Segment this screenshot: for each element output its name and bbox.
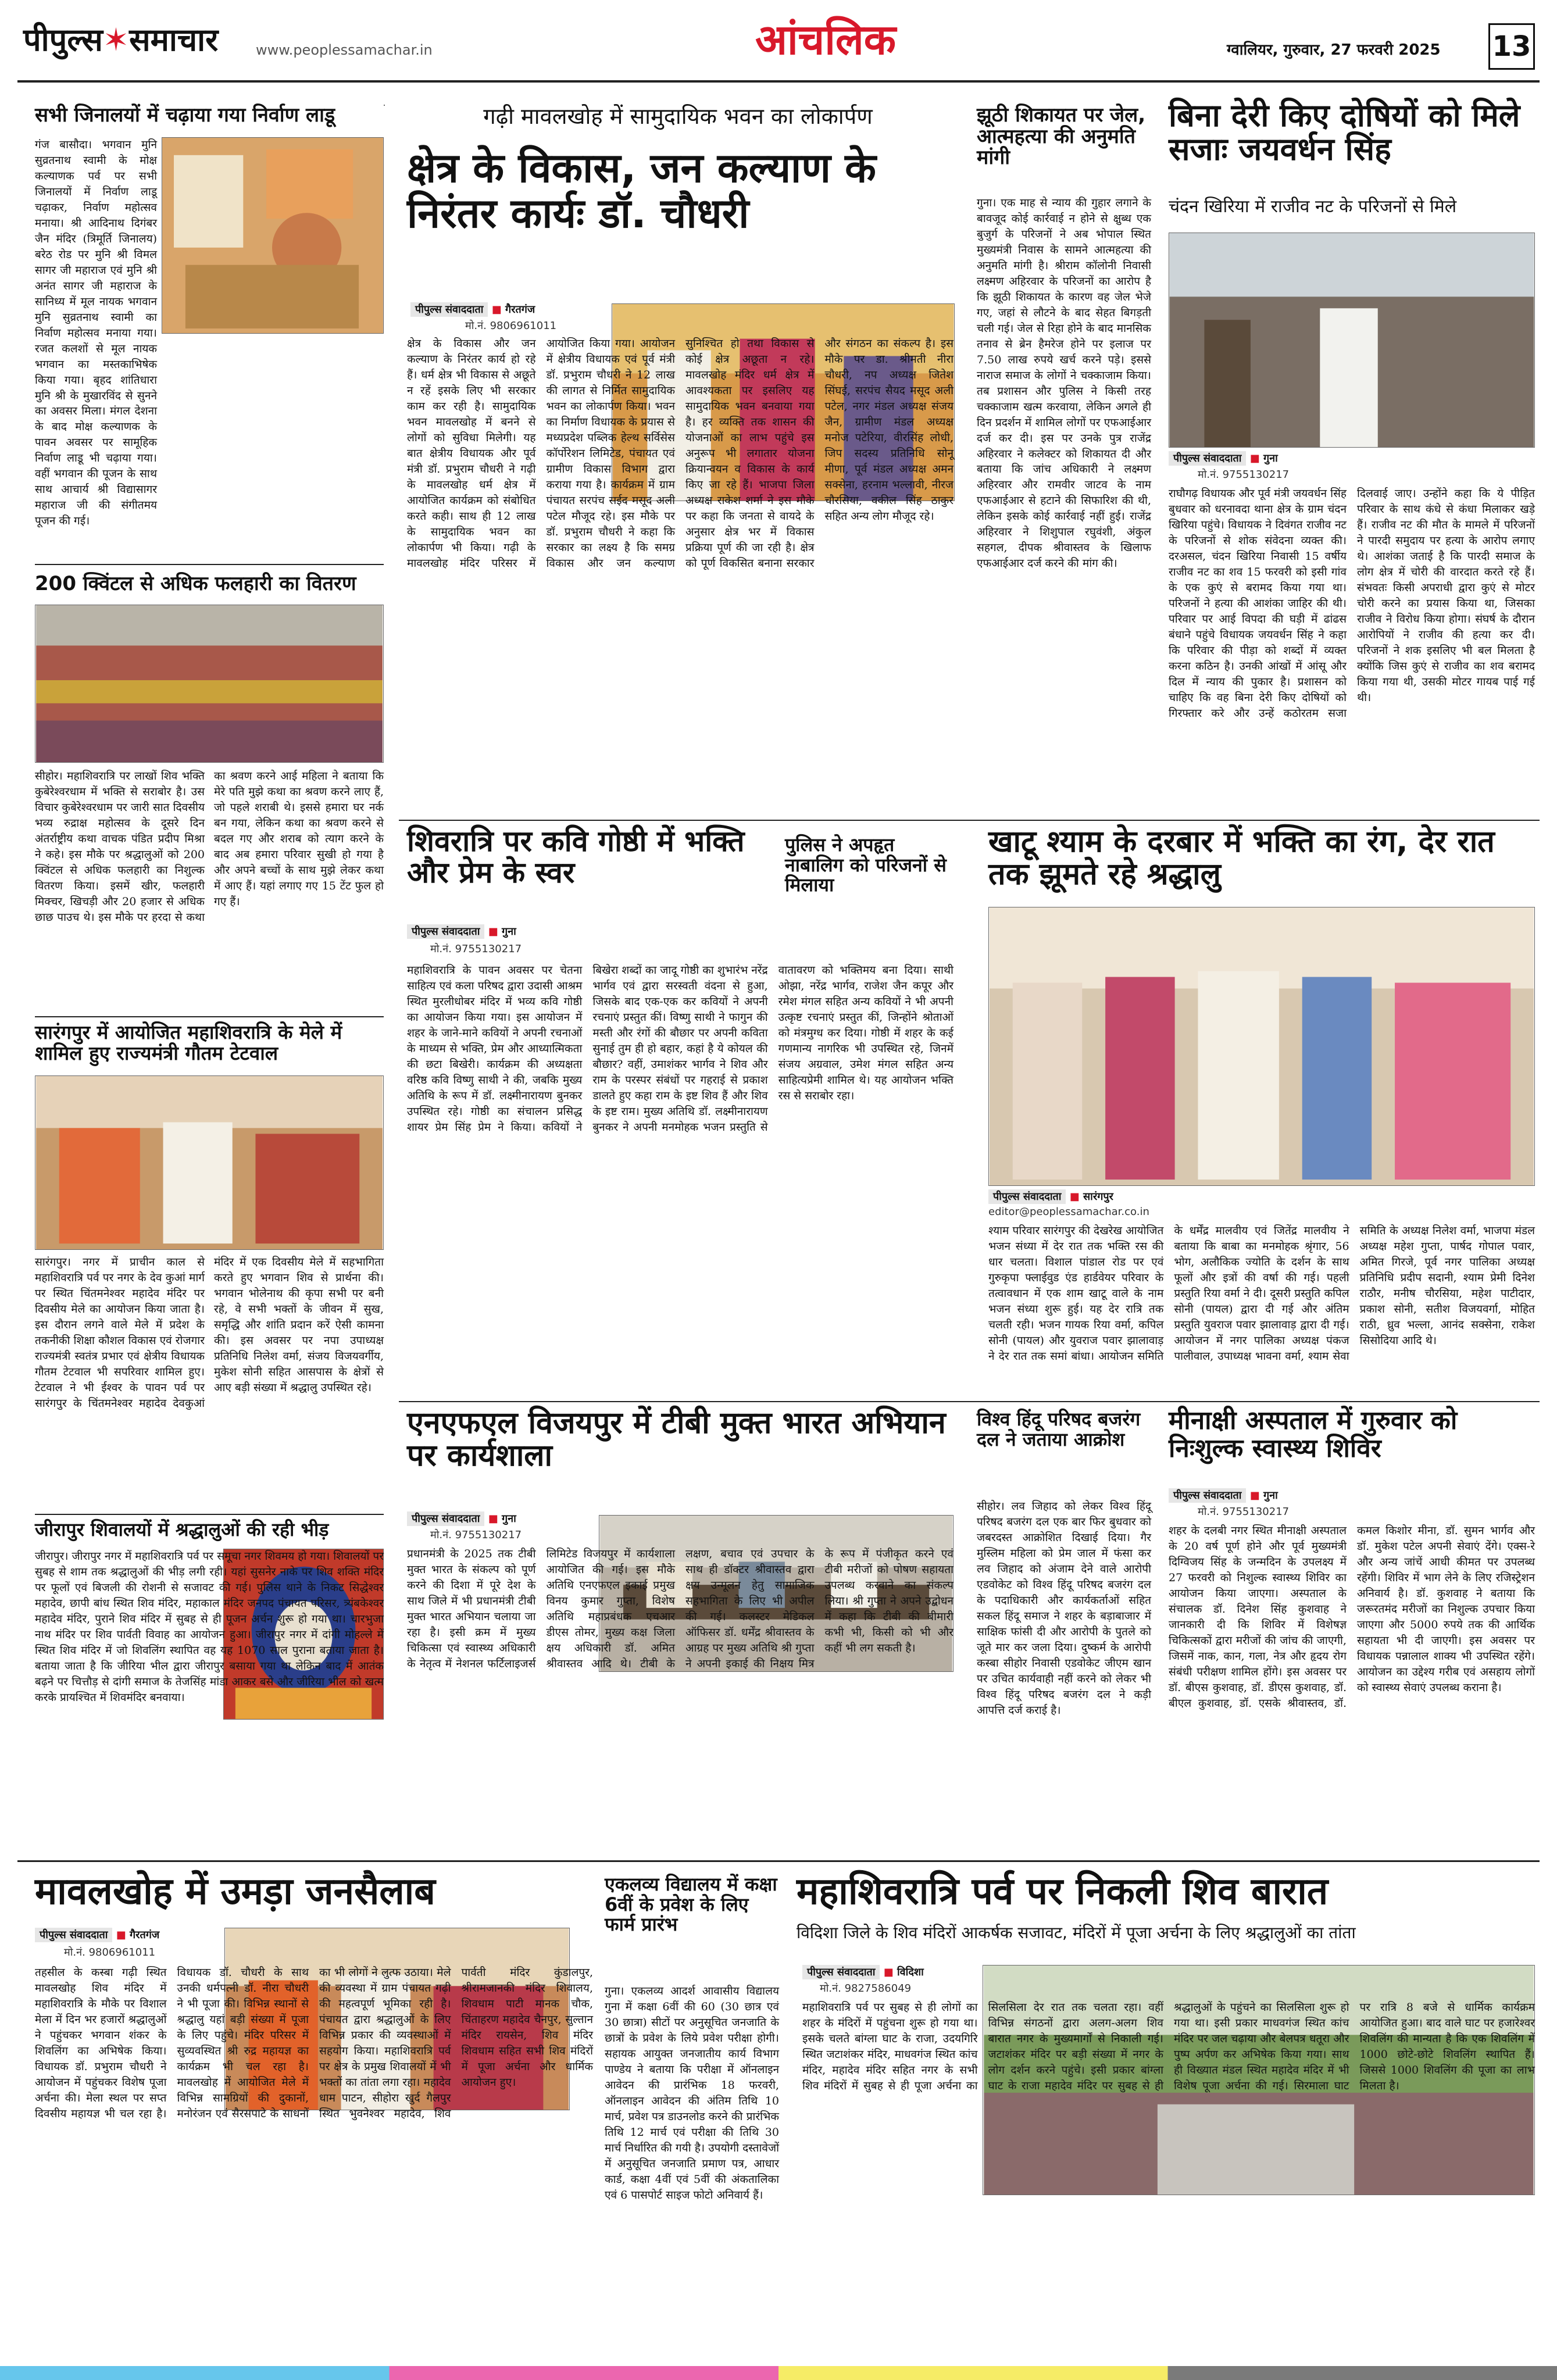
meenakshi-byline: पीपुल्स संवाददाता ■ गुना — [1169, 1488, 1343, 1502]
jhoothi-body: गुना। एक माह से न्याय की गुहार लगाने के बावजूद कोई कार्रवाई न होने से क्षुब्ध एक बुजुर्ग के परिजनों ने अब भोपाल स्थित मुख्यमंत्री निवास के सामने आत्महत्या की अनुमति मांगी है। श्रीराम कॉलोनी निवासी लक्ष्मण अहिरवार के परिजनों का आरोप है कि झूठी शिकायत के कारण वह जेल भेजे गए, जहां से लौटने के बाद सेहत बिगड़ती चली गई। जेल से रिहा होने के बाद मानसिक तनाव से ब्रेन हैमरेज होने पर इलाज पर 7.50 लाख रुपये खर्च करने पड़े। इससे नाराज समाज के लोगों ने चक्काजाम किया। तब प्रशासन और पुलिस ने किसी तरह चक्काजाम खत्म करवाया, लेकिन अगले ही दिन प्रदर्शन में शामिल लोगों पर एफआईआर दर्ज कर दी। इस पर उनके पुत्र राजेंद्र अहिरवार ने कलेक्टर को शिकायत दी और बताया कि जांच अधिकारी ने लक्ष्मण अहिरवार और रामवीर जाटव के नाम एफआईआर से हटाने की सिफारिश की थी, लेकिन इसके कोई कार्रवाई नहीं हुई। राजेंद्र अहिरवार ने शिशुपाल रघुवंशी, अंकुल सहगल, दीपक श्रीवास्तव के खिलाफ एफआईआर दर्ज करने की मांग की। — [977, 196, 1151, 570]
tb-headline: एनएफएल विजयपुर में टीबी मुक्त भारत अभियान पर कार्यशाला — [407, 1406, 946, 1474]
mavalkhoh-body: तहसील के कस्बा गढ़ी स्थित मावलखोह शिव मंदिर में महाशिवरात्रि के मौके पर विशाल मेला में दिन भर हजारों श्रद्धालुओं ने पहुंचकर भगवान शंकर के शिवलिंग का अभिषेक किया। विधायक डॉ. प्रभुराम चौधरी ने आयोजन में पहुंचकर विशेष पूजा अर्चना की। मेला स्थल पर सप्त दिवसीय महायज्ञ भी चल रहा है। विधायक डॉ. चौधरी के साथ उनकी धर्मपत्नी डॉ. नीरा चौधरी ने भी पूजा की। विभिन्न स्थानों से श्रद्धालु यहां बड़ी संख्या में पूजा के लिए पहुंचे। मंदिर परिसर में सुव्यवस्थित श्री रुद्र महायज्ञ का कार्यक्रम भी चल रहा है। मावलखोह में आयोजित मेले में विभिन्न सामग्रियों की दुकानों, मनोरंजन एवं सैरसपाटे के साधनों का भी लोगों ने लुत्फ उठाया। मेले की व्यवस्था में ग्राम पंचायत गढ़ी की महत्वपूर्ण भूमिका रही है। पंचायत द्वारा श्रद्धालुओं के लिए विभिन्न प्रकार की व्यवस्थाओं में सहयोग किया। महाशिवरात्रि पर्व पर क्षेत्र के प्रमुख शिवालयों में भी भक्तों का तांता लगा रहा। महादेव धाम पाटन, सीहोरा खुर्द गैलपुर स्थित भुवनेश्वर महादेव, शिव पार्वती मंदिर कुंडालपुर, श्रीरामजानकी मंदिर शिवालय, शिवधाम पाटी मानक चौक, चिंताहरण महादेव चैनपुर, सुल्तान मंदिर रायसेन, शिव मंदिर शिवधाम सहित सभी शिव मंदिरों में पूजा अर्चना और धार्मिक आयोजन हुए। — [35, 1966, 593, 2120]
chaudhary-body: क्षेत्र के विकास और जन कल्याण के निरंतर कार्य हो रहे हैं। धर्म क्षेत्र भी विकास से अछूते न रहें इसके लिए भी सरकार काम कर रही है। सामुदायिक भवन मावलखोह में बनने से लोगों को सुविधा मिलेगी। यह बात क्षेत्रीय विधायक और पूर्व मंत्री डॉ. प्रभुराम चौधरी ने गढ़ी के मावलखोह धर्म क्षेत्र में आयोजित कार्यक्रम को संबोधित करते कही। साथ ही 12 लाख के सामुदायिक भवन का लोकार्पण भी किया। गढ़ी के मावलखोह मंदिर परिसर में आयोजित किया गया। आयोजन में क्षेत्रीय विधायक एवं पूर्व मंत्री डॉ. प्रभुराम चौधरी ने 12 लाख की लागत से निर्मित सामुदायिक भवन का लोकार्पण किया। भवन का निर्माण विधायक के प्रयास से मध्यप्रदेश पब्लिक हेल्थ सर्विसेस कॉर्पोरेशन लिमिटेड, पंचायत एवं ग्रामीण विकास विभाग द्वारा कराया गया है। कार्यक्रम में ग्राम पंचायत सरपंच सईद मसूद अली पटेल मौजूद रहे। इस मौके पर डॉ. प्रभुराम चौधरी ने कहा कि सरकार का लक्ष्य है कि समग्र विकास और जन कल्याण सुनिश्चित हो तथा विकास से कोई क्षेत्र अछूता न रहे। मावलखोह मंदिर धर्म क्षेत्र में आवश्यकता पर इसलिए यह सामुदायिक भवन बनवाया गया है। हर व्यक्ति तक शासन की योजनाओं का लाभ पहुंचे इस अनुरूप भी लगातार योजना क्रियान्वयन व विकास के कार्य किए जा रहे हैं। भाजपा जिला अध्यक्ष राकेश शर्मा ने इस मौके पर कहा कि जनता से वायदे के अनुसार क्षेत्र भर में विकास प्रक्रिया पूर्ण की जा रही है। क्षेत्र को पूर्ण विकसित बनाना सरकार और संगठन का संकल्प है। इस मौके पर डा. श्रीमती नीरा चौधरी, नप अध्यक्ष जितेश सिंघई, सरपंच सैयद मसूद अली पटेल, नगर मंडल अध्यक्ष संजय जैन, ग्रामीण मंडल अध्यक्ष मनोज पटेरिया, वीरसिंह लोधी, जिप सदस्य प्रतिनिधि सोनू मीणा, पूर्व मंडल अध्यक्ष अमन सक्सेना, हरनाम भल्लावी, नीरज चौरसिया, वकील सिंह ठाकुर सहित अन्य लोग मौजूद रहे। — [407, 337, 954, 570]
meenakshi-headline: मीनाक्षी अस्पताल में गुरुवार को निःशुल्क स्वास्थ्य शिविर — [1169, 1406, 1458, 1463]
shivbarat-byline: पीपुल्स संवाददाता ■ विदिशा — [802, 1965, 977, 1979]
eklavya-body: गुना। एकलव्य आदर्श आवासीय विद्यालय गुना में कक्षा 6वीं की 60 (30 छात्र एवं 30 छात्रा) सीटों पर अनुसूचित जनजाति के छात्रों के प्रवेश के लिये प्रवेश परीक्षा होगी। सहायक आयुक्त जनजातीय कार्य विभाग पाण्डेय ने बताया कि परीक्षा में ऑनलाइन आवेदन की प्रारंभिक 18 फरवरी, ऑनलाइन आवेदन की अंतिम तिथि 10 मार्च, प्रवेश पत्र डाउनलोड करने की प्रारंभिक तिथि 12 मार्च एवं परीक्षा की तिथि 30 मार्च निर्धारित की गयी है। उपयोगी दस्तावेजों में अनुसूचित जनजाति प्रमाण पत्र, आधार कार्ड, कक्षा 4वीं एवं 5वीं की अंकतालिका एवं 6 पासपोर्ट साइज फोटो अनिवार्य हैं। — [605, 1985, 779, 2202]
section-title: आंचलिक — [755, 15, 897, 64]
khatu-body: श्याम परिवार सारंगपुर की देखरेख आयोजित भजन संध्या में देर रात तक भक्ति रस की धार चलता। विशाल पांडाल रोड पर एवं गुरुकृपा फ्लाईवुड एंड हार्डवेयर परिवार के तत्वावधान में एक शाम खाटू वाले के नाम भजन संध्या शुरू हुई। यह देर रात्रि तक चलती रही। भजन गायक रिया वर्मा, कपिल सोनी (पायल) और युवराज पवार झालावाड़ ने देर रात तक समां बांधा। आयोजन समिति के धर्मेंद्र मालवीय एवं जितेंद्र मालवीय ने बताया कि बाबा का मनमोहक श्रृंगार, 56 भोग, अलौकिक ज्योति के दर्शन के साथ फूलों और इत्रों की वर्षा की गई। पहली प्रस्तुति रिया वर्मा ने दी। दूसरी प्रस्तुति कपिल सोनी (पायल) द्वारा दी गई और अंतिम प्रस्तुति युवराज पवार झालावाड़ द्वारा दी गई। आयोजन में नगर पालिका अध्यक्ष पंकज पालीवाल, उपाध्यक्ष भावना वर्मा, श्याम सेवा समिति के अध्यक्ष निलेश वर्मा, भाजपा मंडल अध्यक्ष महेश गुप्ता, पार्षद गोपाल पवार, अमित गिरजे, पूर्व नगर पालिका अध्यक्ष प्रतिनिधि प्रदीप सदानी, श्याम प्रेमी दिनेश राठौर, मनीष चौरसिया, महेश पाटीदार, प्रकाश सोनी, सतीश विजयवर्गा, मोहित राठी, ध्रुव भल्ला, आनंद सक्सेना, राकेश सिसोदिया आदि थे। — [988, 1224, 1535, 1363]
meenakshi-body: शहर के दलबी नगर स्थित मीनाक्षी अस्पताल के 20 वर्ष पूर्ण होने और पूर्व मुख्यमंत्री दिग्विजय सिंह के जन्मदिन के उपलक्ष्य में 27 फरवरी को निशुल्क स्वास्थ्य शिविर का आयोजन किया जाएगा। अस्पताल के संचालक डॉ. दिनेश सिंह कुशवाह ने जानकारी दी कि शिविर में विशेषज्ञ चिकित्सकों द्वारा मरीजों की जांच की जाएगी, जिसमें नाक, कान, गला, नेत्र और हृदय रोग संबंधी परीक्षण शामिल होंगे। इस अवसर पर डॉ. बीएस कुशवाह, डॉ. डीएस कुशवाह, डॉ. बीएल कुशवाह, डॉ. एसके श्रीवास्तव, डॉ. कमल किशोर मीना, डॉ. सुमन भार्गव और डॉ. मुकेश पटेल अपनी सेवाएं देंगे। एक्स-रे और अन्य जांचें आधी कीमत पर उपलब्ध रहेंगी। शिविर में भाग लेने के लिए रजिस्ट्रेशन अनिवार्य है। डॉ. कुशवाह ने बताया कि जरूरतमंद मरीजों का निशुल्क उपचार किया जाएगा और 5000 रुपये तक की आर्थिक सहायता भी दी जाएगी। इस अवसर पर विधायक पन्नालाल शाक्य भी उपस्थित रहेंगे। आयोजन का उद्देश्य गरीब एवं असहाय लोगों को स्वास्थ्य सेवाएं उपलब्ध कराना है। — [1169, 1524, 1535, 1710]
chaudhary-place-icon: ■ — [491, 303, 502, 316]
eklavya-headline: एकलव्य विद्यालय में कक्षा 6वीं के प्रवेश के लिए फार्म प्रारंभ — [605, 1873, 777, 1936]
divider — [399, 820, 1540, 821]
divider — [399, 1401, 1540, 1402]
khatu-byline: पीपुल्स संवाददाता ■ सारंगपुर — [988, 1189, 1198, 1203]
jeerapur-headline: जीरापुर शिवालयों में श्रद्धालुओं की रही भीड़ — [35, 1518, 329, 1541]
tb-byline: पीपुल्स संवाददाता ■ गुना — [407, 1511, 581, 1525]
brand-logo: पीपुल्स✶समाचार — [23, 22, 219, 58]
masthead-rule — [17, 80, 1540, 83]
mavalkhoh-mobile: मो.नं. 9806961011 — [64, 1946, 156, 1959]
falahari-photo-crowd — [35, 605, 384, 763]
sarangpur-mela-body: सारंगपुर। नगर में प्राचीन काल से महाशिवरात्रि पर्व पर नगर के देव कुआं मार्ग पर स्थित चिंतमनेश्वर महादेव मंदिर पर दिवसीय मेले का आयोजन किया जाता है। इस दौरान लगने वाले मेले में प्रदेश के तकनीकी शिक्षा कौशल विकास एवं रोजगार राज्यमंत्री स्वतंत्र प्रभार एवं क्षेत्रीय विधायक गौतम टेटवाल भी सपरिवार शामिल हुए। टेटवाल ने भी ईश्वर के पावन पर्व पर सारंगपुर के चिंतमनेश्वर महादेव देवकुआं मंदिर में एक दिवसीय मेले में सहभागिता करते हुए भगवान शिव से प्रार्थना की। भगवान भोलेनाथ की कृपा सभी पर बनी रहे, वे सभी भक्तों के जीवन में सुख, समृद्धि और शांति प्रदान करें ऐसी कामना की। इस अवसर पर नपा उपाध्यक्ष प्रतिनिधि निलेश वर्मा, संजय विजयवर्गीय, मुकेश सोनी सहित आसपास के क्षेत्रों से आए बड़ी संख्या में श्रद्धालु उपस्थित रहे। — [35, 1256, 384, 1410]
jayvardhan-photo-crowd — [1169, 233, 1535, 448]
chaudhary-mobile: मो.नं. 9806961011 — [465, 320, 557, 332]
nirvan-body: गंज बासौदा। भगवान मुनि सुव्रतनाथ स्वामी के मोक्ष कल्याणक पर्व पर सभी जिनालयों में निर्वाण लाडू चढ़ाकर, निर्वाण महोत्सव मनाया। श्री आदिनाथ दिगंबर जैन मंदिर (त्रिमूर्ति जिनालय) बरेठ रोड पर मुनि श्री विमल सागर जी महाराज एवं मुनि श्री अनंत सागर जी महाराज के सानिध्य में मूल नायक भगवान मुनि सुव्रतनाथ स्वामी का निर्वाण महोत्सव मनाया गया। रजत कलशों से मूल नायक भगवान का मस्तकाभिषेक किया गया। बृहद शांतिधारा मुनि श्री के मुखारविंद से सुनने का अवसर मिला। मंगल देशना के बाद मोक्ष कल्याणक के पावन अवसर पर सामूहिक निर्वाण लाडू भी चढ़ाया गया। वहीं भगवान की पूजन के साथ साथ आचार्य श्री विद्यासागर महाराज जी की संगीतमय पूजन की गई। — [35, 138, 157, 528]
jayvardhan-place-icon: ■ — [1249, 452, 1260, 464]
divider — [35, 1514, 384, 1515]
shivbarat-headline: महाशिवरात्रि पर्व पर निकली शिव बारात — [797, 1870, 1329, 1913]
vhp-headline: विश्व हिंदू परिषद बजरंग दल ने जताया आक्रोश — [977, 1408, 1141, 1450]
apahrit-headline: पुलिस ने अपहृत नाबालिग को परिजनों से मिलाया — [785, 834, 947, 896]
nirvan-photo-abhishek — [162, 137, 384, 334]
shivbarat-subhead: विदिशा जिले के शिव मंदिरों आकर्षक सजावट, मंदिरों में पूजा अर्चना के लिए श्रद्धालुओं का तांता — [797, 1923, 1356, 1942]
dateline: ग्वालियर, गुरुवार, 27 फरवरी 2025 — [1227, 41, 1441, 59]
mavalkhoh-byline: पीपुल्स संवाददाता ■ गैरतगंज — [35, 1928, 221, 1942]
tb-place-icon: ■ — [488, 1513, 498, 1525]
falahari-body: सीहोर। महाशिवरात्रि पर लाखों शिव भक्ति कुबेरेश्वरधाम में भक्ति से सराबोर है। उस विचार कुबेरेश्वरधाम पर जारी सात दिवसीय भव्य रुद्राक्ष महोत्सव के दूसरे दिन अंतर्राष्ट्रीय कथा वाचक पंडित प्रदीप मिश्रा ने कहे। इस मौके पर श्रद्धालुओं को 200 क्विंटल से अधिक फलहारी का निशुल्क वितरण किया। इसमें खीर, फलहारी मिक्चर, खिचड़ी और 20 हजार से अधिक छाछ पाउच थे। इस मौके पर हरदा से कथा का श्रवण करने आई महिला ने बताया कि मेरे पति मुझे कथा का श्रवण करने लाए हैं, जो पहले शराबी थे। इससे हमारा घर नर्क बन गया, लेकिन कथा का श्रवण करने से बदल गए और शराब को त्याग करने के बाद अब हमारा परिवार सुखी हो गया है और अपने बच्चों के साथ मुझे लेकर कथा में आए हैं। यहां लगाए गए 15 टेंट फुल हो गए हैं। — [35, 770, 384, 924]
jayvardhan-subhead: चंदन खिरिया में राजीव नट के परिजनों से मिले — [1169, 196, 1457, 217]
meenakshi-place-icon: ■ — [1249, 1489, 1260, 1502]
shivbarat-body: महाशिवरात्रि पर्व पर सुबह से ही लोगों का शहर के मंदिरों में पहुंचना शुरू हो गया था। इसके चलते बांग्ला घाट के राजा, उदयगिरि स्थित जटाशंकर मंदिर, माधवगंज स्थित कांच मंदिर, महादेव मंदिर सहित नगर के सभी शिव मंदिरों में सुबह से ही पूजा अर्चना का सिलसिला देर रात तक चलता रहा। वहीं विभिन्न संगठनों द्वारा अलग-अलग शिव बारात नगर के मुख्यमार्गों से निकाली गई। जटाशंकर मंदिर पर बड़ी संख्या में नगर के लोग दर्शन करने पहुंचे। इसी प्रकार बांग्ला घाट के राजा महादेव मंदिर पर सुबह से ही श्रद्धालुओं के पहुंचने का सिलसिला शुरू हो गया था। इसी प्रकार माधवगंज स्थित कांच मंदिर पर जल चढ़ाया और बेलपत्र धतूरा और पुष्प अर्पण कर अभिषेक किया गया। साथ ही विख्यात मंडल स्थित महादेव मंदिर में भी विशेष पूजा अर्चना की गई। सिरमाला घाट पर रात्रि 8 बजे से धार्मिक कार्यक्रम आयोजित हुआ। बाद वाले घाट पर हजारेश्वर शिवलिंग की मान्यता है कि एक शिवलिंग में 1000 छोटे-छोटे शिवलिंग स्थापित हैं। जिससे 1000 शिवलिंग की पूजा का लाभ मिलता है। — [802, 2001, 1535, 2092]
khatu-place-icon: ■ — [1069, 1191, 1080, 1203]
khatu-headline: खाटू श्याम के दरबार में भक्ति का रंग, देर रात तक झूमते रहे श्रद्धालु — [988, 824, 1495, 892]
meenakshi-mobile: मो.नं. 9755130217 — [1198, 1506, 1290, 1518]
brand-star-icon: ✶ — [102, 22, 130, 58]
jayvardhan-mobile: मो.नं. 9755130217 — [1198, 469, 1290, 481]
kavi-mobile: मो.नं. 9755130217 — [430, 943, 522, 955]
divider — [17, 1860, 1540, 1862]
chaudhary-headline: क्षेत्र के विकास, जन कल्याण के निरंतर कार्यः डॉ. चौधरी — [407, 144, 876, 238]
nirvan-body-cont — [35, 338, 384, 373]
kavi-byline: पीपुल्स संवाददाता ■ गुना — [407, 924, 581, 938]
mavalkhoh-headline: मावलखोह में उमड़ा जनसैलाब — [35, 1870, 435, 1913]
chaudhary-kicker: गढ़ी मावलखोह में सामुदायिक भवन का लोकार्पण — [483, 103, 873, 129]
divider — [35, 1016, 384, 1017]
registration-bar — [0, 2366, 1557, 2380]
shivbarat-place-icon: ■ — [883, 1966, 894, 1978]
jayvardhan-byline: पीपुल्स संवाददाता ■ गुना — [1169, 451, 1349, 465]
tb-mobile: मो.नं. 9755130217 — [430, 1529, 522, 1541]
kavi-headline: शिवरात्रि पर कवि गोष्ठी में भक्ति और प्रेम के स्वर — [407, 824, 745, 889]
page-number: 13 — [1488, 23, 1535, 70]
jhoothi-headline: झूठी शिकायत पर जेल, आत्महत्या की अनुमति मांगी — [977, 103, 1146, 170]
kavi-body: महाशिवरात्रि के पावन अवसर पर चेतना साहित्य एवं कला परिषद द्वारा उदासी आश्रम स्थित मुरलीधोबर मंदिर में भव्य कवि गोष्ठी का आयोजन किया गया। इस आयोजन में शहर के जाने-माने कवियों ने अपनी रचनाओं के माध्यम से भक्ति, प्रेम और आध्यात्मिकता की छटा बिखेरी। कार्यक्रम की अध्यक्षता वरिष्ठ कवि विष्णु साथी ने की, जबकि मुख्य अतिथि के रूप में डॉ. लक्ष्मीनारायण बुनकर उपस्थित रहे। गोष्ठी का संचालन प्रसिद्ध शायर प्रेम सिंह प्रेम ने किया। कवियों ने बिखेरा शब्दों का जादू गोष्ठी का शुभारंभ नरेंद्र भार्गव एवं द्वारा सरस्वती वंदना से हुआ, जिसके बाद एक-एक कर कवियों ने अपनी रचनाएं प्रस्तुत कीं। विष्णु साथी ने फागुन की मस्ती और रंगों की बौछार पर अपनी कविता सुनाई तुम ही हो बहार, कहां है ये कोयल की बौछार? वहीं, उमाशंकर भार्गव ने शिव और राम के परस्पर संबंधों पर गहराई से प्रकाश डालते हुए कहा राम के इष्ट शिव हैं और शिव के इष्ट राम। मुख्य अतिथि डॉ. लक्ष्मीनारायण बुनकर ने अपनी मनमोहक भजन प्रस्तुति से वातावरण को भक्तिमय बना दिया। साथी ओझा, नरेंद्र भार्गव, राजेश जैन कपूर और रमेश मंगल सहित अन्य कवियों ने भी अपनी उत्कृष्ट रचनाएं प्रस्तुत कीं, जिन्होंने श्रोताओं को मंत्रमुग्ध कर दिया। गोष्ठी में शहर के कई गणमान्य नागरिक भी उपस्थित रहे, जिनमें संजय अग्रवाल, उमेश मंगल सहित अन्य साहित्यप्रेमी शामिल थे। यह आयोजन भक्ति रस से सराबोर रहा। — [407, 964, 954, 1134]
tb-body: प्रधानमंत्री के 2025 तक टीबी मुक्त भारत के संकल्प को पूर्ण करने की दिशा में पूरे देश के साथ जिले में भी प्रधानमंत्री टीबी मुक्त भारत अभियान चलाया जा रहा है। इसी क्रम में मुख्य चिकित्सा एवं स्वास्थ्य अधिकारी के नेतृत्व में नेशनल फर्टिलाइजर्स लिमिटेड विजयपुर में कार्यशाला आयोजित की गई। इस मौके अतिथि एनएफएल इकाई प्रमुख विनय कुमार गुप्ता, विशेष अतिथि महाप्रबंधक एचआर डीएस तोमर, मुख्य कक्ष जिला क्षय अधिकारी डॉ. अमित श्रीवास्तव आदि थे। टीबी के लक्षण, बचाव एवं उपचार के साथ ही डॉक्टर श्रीवास्तव द्वारा क्षय उन्मूलन हेतु सामाजिक सहभागिता के लिए भी अपील की गई। कलस्टर मेडिकल ऑफिसर डॉ. धर्मेंद्र श्रीवास्तव के आग्रह पर मुख्य अतिथि श्री गुप्ता ने अपनी इकाई की निक्षय मित्र के रूप में पंजीकृत करने एवं टीबी मरीजों को पोषण सहायता उपलब्ध करवाने का संकल्प लिया। श्री गुप्ता ने अपने उद्बोधन में कहा कि टीबी की बीमारी कभी भी, किसी को भी और कहीं भी लग सकती है। — [407, 1548, 954, 1670]
jayvardhan-headline: बिना देरी किए दोषियों को मिले सजाः जयवर्धन सिंह — [1169, 97, 1520, 168]
jayvardhan-body: राघौगढ़ विधायक और पूर्व मंत्री जयवर्धन सिंह बुधवार को धरनावदा थाना क्षेत्र के ग्राम चंदन खिरिया पहुंचे। विधायक ने दिवंगत राजीव नट के परिजनों से शोक संवेदना व्यक्त की। दरअसल, चंदन खिरिया निवासी 15 वर्षीय राजीव नट का शव 15 फरवरी को इसी गांव के एक कुएं से बरामद किया गया था। परिजनों ने हत्या की आशंका जाहिर की थी। परिवार पर आई विपदा की घड़ी में ढांढस बंधाने पहुंचे विधायक जयवर्धन सिंह ने कहा कि परिवार की पीड़ा को शब्दों में व्यक्त करना कठिन है। उनकी आंखों में आंसू और दिल में न्याय की पुकार है। प्रशासन को चाहिए कि वह बिना देरी किए दोषियों को गिरफ्तार करे और उन्हें कठोरतम सजा दिलवाई जाए। उन्होंने कहा कि ये पीड़ित परिवार के साथ कंधे से कंधा मिलाकर खड़े हैं। राजीव नट की मौत के मामले में परिजनों ने पारदी समुदाय पर हत्या के आरोप लगाए थे। आशंका जताई है कि पारदी समाज के लोग क्षेत्र में चोरी की वारदात करते रहे हैं। संभवतः किसी अपराधी द्वारा कुएं से मोटर चोरी करने का प्रयास किया था, जिसका राजीव ने विरोध किया होगा। संघर्ष के दौरान आरोपियों ने राजीव की हत्या कर दी। परिजनों ने शक इसलिए भी बल मिलता है क्योंकि जिस कुएं से राजीव का शव बरामद किया गया थी, उसकी मोटर गायब पाई गई थी। — [1169, 487, 1535, 720]
sarangpur-mela-photo — [35, 1075, 384, 1250]
mavalkhoh-place-icon: ■ — [116, 1929, 126, 1941]
falahari-headline: 200 क्विंटल से अधिक फलहारी का वितरण — [35, 572, 356, 595]
website-url[interactable]: www.peoplessamachar.in — [256, 42, 433, 58]
sarangpur-mela-headline: सारंगपुर में आयोजित महाशिवरात्रि के मेले में शामिल हुए राज्यमंत्री गौतम टेटवाल — [35, 1021, 342, 1064]
chaudhary-byline: पीपुल्स संवाददाता ■ गैरतगंज — [410, 302, 602, 316]
vhp-body: सीहोर। लव जिहाद को लेकर विश्व हिंदू परिषद बजरंग दल एक बार फिर बुधवार को जबरदस्त आक्रोशित दिखाई दिया। गैर मुस्लिम महिला को प्रेम जाल में फंसा कर लव जिहाद को अंजाम देने वाले आरोपी एडवोकेट को विश्व हिंदू परिषद बजरंग दल के पदाधिकारी और कार्यकर्ताओं सहित सकल हिंदू समाज ने शहर के बड़ाबाजार में साक्षिक फांसी दी और आरोपी के पुतले को जूते मार कर जला दिया। दुष्कर्म के आरोपी कस्बा सीहोर निवासी एडवोकेट जीएम खान पर उचित कार्यवाही नहीं करने को लेकर भी विश्व हिंदू परिषद बजरंग दल ने कड़ी आपत्ति दर्ज कराई है। — [977, 1500, 1151, 1717]
kavi-place-icon: ■ — [488, 925, 498, 938]
nirvan-headline: सभी जिनालयों में चढ़ाया गया निर्वाण लाडू — [35, 103, 335, 127]
masthead — [0, 0, 1557, 93]
khatu-photo-devotees — [988, 907, 1535, 1186]
nirvan-photo — [384, 105, 385, 106]
divider — [35, 564, 384, 565]
khatu-email[interactable]: editor@peoplessamachar.co.in — [988, 1206, 1149, 1218]
jeerapur-body: जीरापुर। जीरापुर नगर में महाशिवरात्रि पर्व पर समूचा नगर शिवमय हो गया। शिवालयों पर सुबह से शाम तक श्रद्धालुओं की भीड़ लगी रही। यहां सुसनेर नाके पर शिव शक्ति मंदिर पर फूलों एवं बिजली की रोशनी से सजावट की गई। पुलिस थाने के निकट सिद्धेश्वर महादेव, छापी बांध स्थित शिव मंदिर, महाकाल मंदिर जनपद पंचायत परिसर, त्र्यंबकेश्वर महादेव मंदिर, पुराने शिव मंदिर में सुबह से ही पूजन अर्चन शुरू हो गया था। चारभुजा नाथ मंदिर पर शिव पार्वती विवाह का आयोजन हुआ। जीरापुर नगर में दांगी मोहल्ले में स्थित शिव मंदिर में जो शिवलिंग स्थापित वह यह 1070 साल पुराना बताया जाता है। बताया जाता है कि जीरिया भील द्वारा जीरापुर बसाया गया था लेकिन बाद में आतंक बढ़ने पर चित्तौड़ से दांगी समाज के तेजसिंह मांडा आकर बसे और जीरिया भील को खत्म करके प्रायश्चित में शिवमंदिर बनवाया। — [35, 1550, 384, 1704]
shivbarat-mobile: मो.नं. 9827586049 — [820, 1982, 912, 1995]
